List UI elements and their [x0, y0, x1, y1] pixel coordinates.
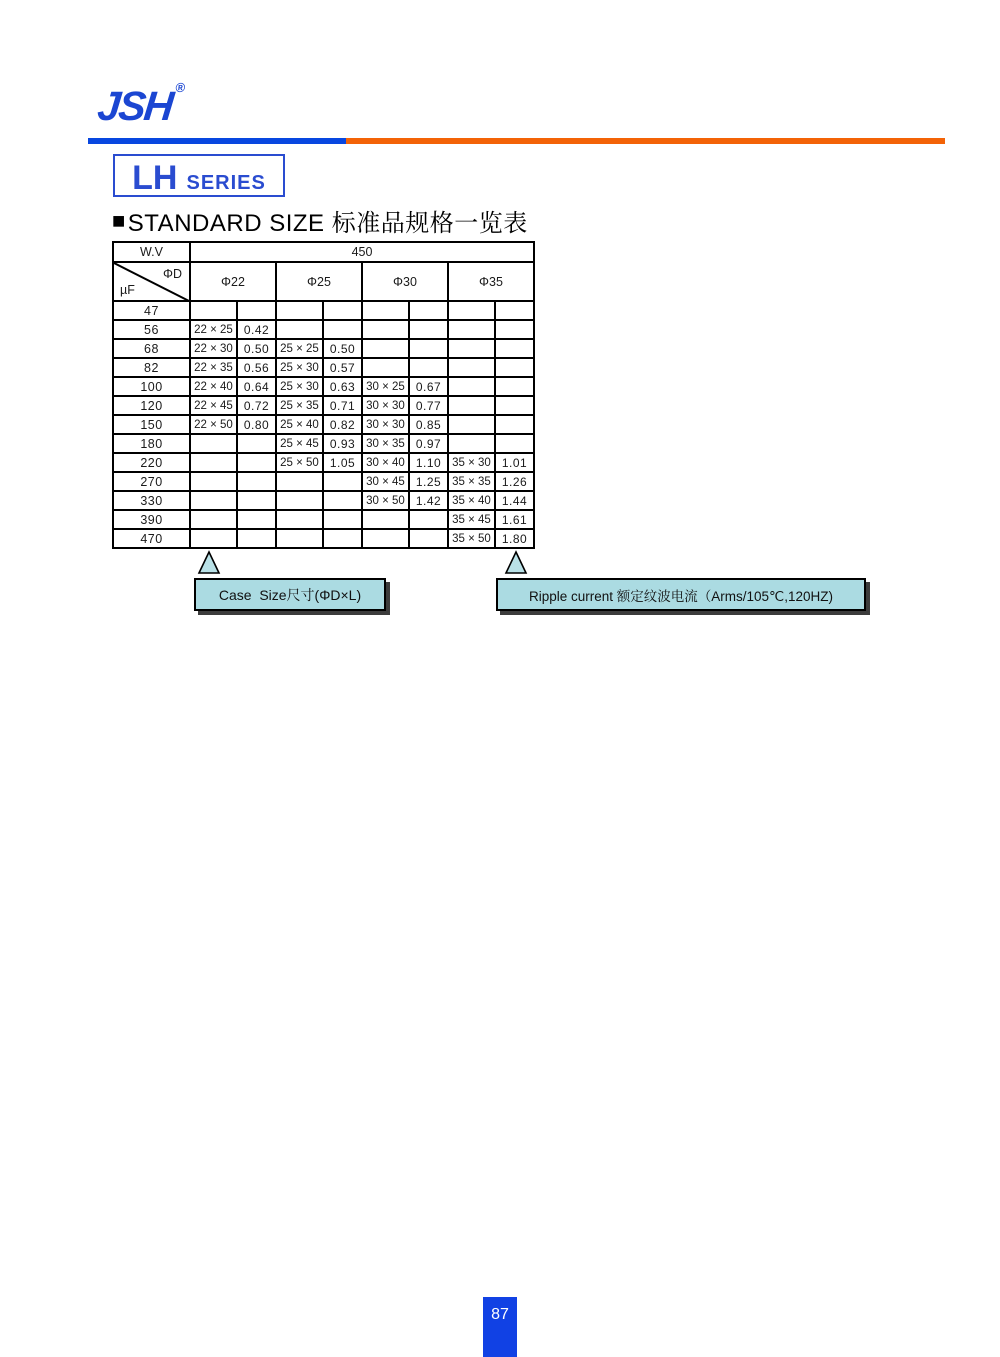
table-row — [113, 396, 534, 415]
triangle-pointer-icon — [504, 550, 528, 575]
ripple-value-cell: 0.93 — [323, 434, 362, 453]
case-size-cell — [362, 301, 409, 320]
table-row — [113, 529, 534, 548]
case-size-cell: 25 × 25 — [276, 339, 323, 358]
case-size-cell: 35 × 30 — [448, 453, 495, 472]
ripple-value-cell: 0.63 — [323, 377, 362, 396]
wv-label-cell: W.V — [113, 242, 190, 262]
header-rule-blue-segment — [88, 138, 346, 144]
diameter-header-cell: Φ30 — [362, 262, 448, 301]
case-size-cell — [362, 339, 409, 358]
case-size-cell — [448, 396, 495, 415]
ripple-value-cell — [237, 510, 276, 529]
brand-logo — [95, 80, 186, 130]
case-size-cell — [362, 510, 409, 529]
ripple-value-cell — [495, 339, 534, 358]
ripple-value-cell — [409, 529, 448, 548]
uf-value-cell: 180 — [113, 434, 190, 453]
case-size-cell: 25 × 35 — [276, 396, 323, 415]
case-size-cell: 22 × 50 — [190, 415, 237, 434]
case-size-cell — [190, 510, 237, 529]
case-size-cell — [448, 358, 495, 377]
diameter-header-cell: Φ35 — [448, 262, 534, 301]
diameter-header-cell: Φ22 — [190, 262, 276, 301]
case-size-cell: 30 × 25 — [362, 377, 409, 396]
registered-trademark-icon: ® — [174, 80, 186, 95]
diameter-header-cell: Φ25 — [276, 262, 362, 301]
ripple-value-cell — [323, 320, 362, 339]
brand-logo-text: JSH — [95, 83, 175, 129]
case-size-cell — [448, 434, 495, 453]
series-suffix: SERIES — [186, 172, 266, 194]
table-row — [113, 320, 534, 339]
table-row — [113, 510, 534, 529]
uf-value-cell: 220 — [113, 453, 190, 472]
black-square-icon: ■ — [112, 207, 126, 233]
uf-value-cell: 68 — [113, 339, 190, 358]
uf-value-cell: 330 — [113, 491, 190, 510]
ripple-value-cell — [409, 320, 448, 339]
ripple-value-cell: 0.42 — [237, 320, 276, 339]
ripple-value-cell: 1.10 — [409, 453, 448, 472]
case-size-cell — [190, 453, 237, 472]
case-size-cell — [190, 472, 237, 491]
ripple-value-cell — [237, 453, 276, 472]
ripple-value-cell: 1.01 — [495, 453, 534, 472]
table-row — [113, 491, 534, 510]
ripple-value-cell — [323, 301, 362, 320]
ripple-value-cell — [495, 358, 534, 377]
uf-value-cell: 47 — [113, 301, 190, 320]
case-size-cell — [190, 529, 237, 548]
ripple-current-callout-label: Ripple current 额定纹波电流（Arms/105℃,120HZ) — [529, 588, 833, 604]
diameter-axis-label: ΦD — [162, 267, 182, 281]
case-size-cell — [276, 320, 323, 339]
uf-value-cell: 100 — [113, 377, 190, 396]
voltage-header-row — [113, 242, 534, 262]
case-size-cell: 25 × 50 — [276, 453, 323, 472]
case-size-cell: 22 × 35 — [190, 358, 237, 377]
case-size-cell: 35 × 45 — [448, 510, 495, 529]
case-size-cell: 30 × 35 — [362, 434, 409, 453]
ripple-value-cell — [237, 472, 276, 491]
case-size-cell — [190, 491, 237, 510]
ripple-value-cell: 0.50 — [237, 339, 276, 358]
ripple-value-cell: 1.25 — [409, 472, 448, 491]
header-rule-orange-segment — [346, 138, 945, 144]
ripple-value-cell: 0.85 — [409, 415, 448, 434]
standard-size-table — [112, 241, 535, 549]
ripple-value-cell — [495, 434, 534, 453]
ripple-value-cell: 1.80 — [495, 529, 534, 548]
case-size-cell: 25 × 45 — [276, 434, 323, 453]
case-size-cell — [448, 377, 495, 396]
section-heading-text: STANDARD SIZE 标准品规格一览表 — [127, 210, 528, 237]
ripple-value-cell — [495, 396, 534, 415]
ripple-value-cell: 0.72 — [237, 396, 276, 415]
case-size-cell — [362, 358, 409, 377]
table-row — [113, 377, 534, 396]
case-size-cell — [276, 510, 323, 529]
ripple-value-cell — [237, 491, 276, 510]
case-size-cell — [276, 472, 323, 491]
uf-value-cell: 390 — [113, 510, 190, 529]
table-row — [113, 472, 534, 491]
ripple-value-cell: 1.05 — [323, 453, 362, 472]
ripple-value-cell — [237, 529, 276, 548]
ripple-value-cell — [409, 358, 448, 377]
ripple-value-cell: 1.42 — [409, 491, 448, 510]
ripple-value-cell — [323, 510, 362, 529]
size-table-body — [113, 242, 534, 548]
uf-value-cell: 270 — [113, 472, 190, 491]
case-size-cell — [190, 434, 237, 453]
ripple-value-cell: 0.77 — [409, 396, 448, 415]
case-size-cell: 30 × 45 — [362, 472, 409, 491]
ripple-value-cell: 0.50 — [323, 339, 362, 358]
table-row — [113, 301, 534, 320]
uf-value-cell: 56 — [113, 320, 190, 339]
series-name: LH — [132, 159, 178, 197]
ripple-value-cell: 0.80 — [237, 415, 276, 434]
voltage-value-cell: 450 — [190, 242, 534, 262]
ripple-value-cell — [495, 320, 534, 339]
header-rule — [88, 138, 945, 144]
table-row — [113, 358, 534, 377]
ripple-value-cell — [237, 301, 276, 320]
ripple-value-cell: 0.97 — [409, 434, 448, 453]
ripple-current-callout — [496, 578, 866, 611]
case-size-cell: 35 × 50 — [448, 529, 495, 548]
diagonal-header-cell — [113, 262, 190, 301]
ripple-value-cell — [237, 434, 276, 453]
case-size-cell — [276, 529, 323, 548]
case-size-cell: 35 × 40 — [448, 491, 495, 510]
case-size-cell: 30 × 30 — [362, 396, 409, 415]
case-size-callout — [194, 578, 386, 611]
case-size-cell: 22 × 40 — [190, 377, 237, 396]
table-row — [113, 453, 534, 472]
page-number: 87 — [491, 1306, 509, 1323]
ripple-value-cell: 0.64 — [237, 377, 276, 396]
ripple-value-cell: 0.82 — [323, 415, 362, 434]
uf-value-cell: 150 — [113, 415, 190, 434]
case-size-cell: 30 × 30 — [362, 415, 409, 434]
table-row — [113, 415, 534, 434]
ripple-value-cell: 0.71 — [323, 396, 362, 415]
table-row — [113, 434, 534, 453]
triangle-pointer-icon — [197, 550, 221, 575]
ripple-value-cell: 0.57 — [323, 358, 362, 377]
ripple-value-cell — [495, 377, 534, 396]
uf-value-cell: 120 — [113, 396, 190, 415]
ripple-value-cell: 0.67 — [409, 377, 448, 396]
ripple-value-cell: 1.61 — [495, 510, 534, 529]
case-size-cell: 25 × 30 — [276, 377, 323, 396]
case-size-callout-label: Case Size尺寸(ΦD×L) — [218, 586, 362, 603]
diameter-header-row — [113, 262, 534, 301]
capacitance-axis-label: µF — [120, 283, 135, 297]
case-size-cell — [276, 301, 323, 320]
table-row — [113, 339, 534, 358]
section-heading — [112, 203, 528, 238]
ripple-value-cell — [409, 510, 448, 529]
ripple-value-cell: 1.44 — [495, 491, 534, 510]
case-size-cell — [448, 320, 495, 339]
case-size-cell: 25 × 30 — [276, 358, 323, 377]
page-number-badge — [483, 1297, 517, 1357]
case-size-cell — [448, 301, 495, 320]
ripple-value-cell: 0.56 — [237, 358, 276, 377]
case-size-cell: 30 × 50 — [362, 491, 409, 510]
ripple-value-cell — [323, 491, 362, 510]
case-size-cell — [448, 339, 495, 358]
case-size-cell: 30 × 40 — [362, 453, 409, 472]
uf-value-cell: 470 — [113, 529, 190, 548]
case-size-cell — [362, 529, 409, 548]
case-size-cell: 22 × 45 — [190, 396, 237, 415]
ripple-value-cell — [323, 472, 362, 491]
ripple-value-cell — [495, 415, 534, 434]
case-size-cell — [362, 320, 409, 339]
uf-value-cell: 82 — [113, 358, 190, 377]
case-size-cell: 22 × 25 — [190, 320, 237, 339]
ripple-value-cell — [323, 529, 362, 548]
ripple-value-cell: 1.26 — [495, 472, 534, 491]
case-size-cell — [448, 415, 495, 434]
case-size-cell: 25 × 40 — [276, 415, 323, 434]
ripple-value-cell — [409, 339, 448, 358]
case-size-cell: 35 × 35 — [448, 472, 495, 491]
series-title-box — [113, 154, 285, 197]
case-size-cell — [276, 491, 323, 510]
case-size-cell: 22 × 30 — [190, 339, 237, 358]
ripple-value-cell — [495, 301, 534, 320]
ripple-value-cell — [409, 301, 448, 320]
case-size-cell — [190, 301, 237, 320]
